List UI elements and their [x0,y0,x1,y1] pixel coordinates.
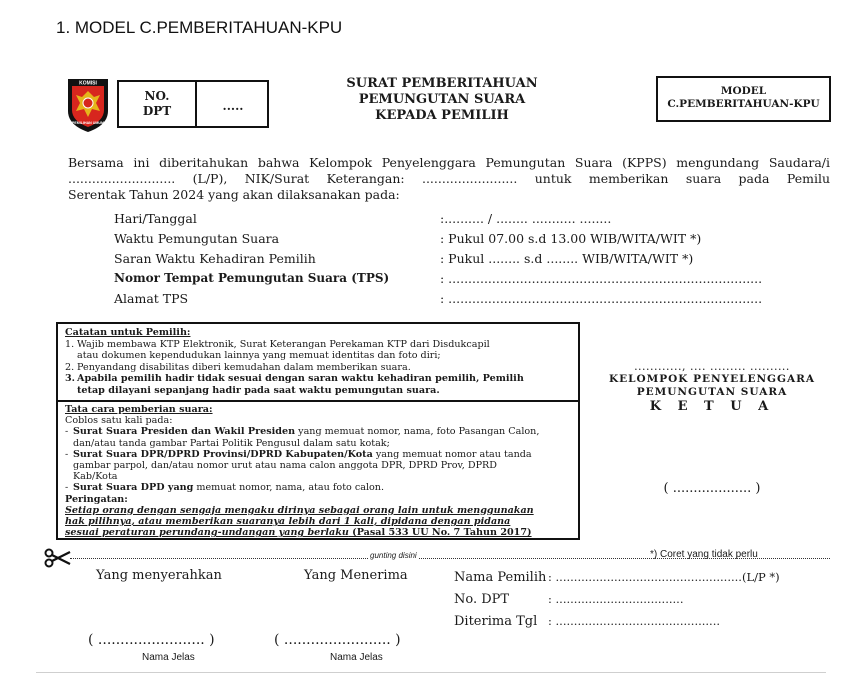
info-label: Waktu Pemungutan Suara [114,231,280,246]
nama-pemilih-value: : ...................................................(L/P *) [548,570,780,584]
ketua-signature-line: ( ................... ) [663,481,761,496]
signature-date: ............, .... ......... .......... [634,360,790,373]
coret-note: *) Coret yang tidak perlu [650,549,758,560]
tata-cara-intro: Coblos satu kali pada: [65,415,173,427]
info-value: : Pukul 07.00 s.d 13.00 WIB/WITA/WIT *) [440,231,702,246]
kelompok-line1: KELOMPOK PENYELENGGARA [608,373,816,385]
peringatan-text: Setiap orang dengan sengaja mengaku dirinya sebagai orang lain untuk menggunakan hak pilihnya, atau memberikan suaranya lebih dari 1 kali, dipidana dengan pidana sesuai peraturan perundang-undangan yang berlaku (Pasal 533 UU No. 7 Tahun 2017) [65,504,534,539]
tata-cara-title: Tata cara pemberian suara: [65,404,213,415]
signature-left: ( ........................ ) [88,632,215,648]
tata-cara-item: - Surat Suara Presiden dan Wakil Presiden yang memuat nomor, nama, foto Pasangan Calon, dan/atau tanda gambar Partai Politik Pengusul dalam satu kotak; [65,426,540,449]
info-label: Saran Waktu Kehadiran Pemilih [114,251,316,266]
intro-paragraph: Bersama ini diberitahukan bahwa Kelompok Penyelenggara Pemungutan Suara (KPPS) mengundang Saudara/i ........................... (L/P), NIK/Surat Keterangan: ........................ untuk memberikan suara pada Pemilu Serentak Tahun 2024 yang akan dilaksanakan pada: [68,155,830,202]
catatan-box [56,322,580,402]
catatan-item: 2. Penyandang disabilitas diberi kemudahan dalam memberikan suara. [65,361,411,373]
scissors-icon [44,547,72,569]
svg-text:PEMILIHAN UMUM: PEMILIHAN UMUM [72,121,104,125]
no-dpt-label: NO. DPT [142,89,172,118]
diterima-tgl-value: : ............................................. [548,614,721,628]
bottom-rule [36,672,826,673]
document-title: SURAT PEMBERITAHUAN PEMUNGUTAN SUARA KEPADA PEMILIH [346,76,538,123]
catatan-title: Catatan untuk Pemilih: [65,327,191,338]
tata-cara-item: - Surat Suara DPD yang memuat nomor, nama, atau foto calon. [65,482,385,494]
signature-right: ( ........................ ) [274,632,401,648]
page-heading: 1. MODEL C.PEMBERITAHUAN-KPU [56,18,343,37]
info-label: Alamat TPS [114,291,189,306]
yang-menyerahkan-label: Yang menyerahkan [96,568,222,583]
no-dpt-value: ..... [222,99,244,113]
kpu-emblem-icon [64,77,112,133]
info-value: :.......... / ........ ........... ........ [440,211,612,226]
kelompok-signature-block [592,360,832,413]
info-value: : Pukul ........ s.d ........ WIB/WITA/WIT *) [440,251,694,266]
cut-line [70,558,830,559]
info-value: : ............................................................................... [440,291,763,306]
no-dpt-slip-value: : ................................... [548,592,684,606]
nama-pemilih-label: Nama Pemilih [454,570,547,585]
tata-cara-item: - Surat Suara DPR/DPRD Provinsi/DPRD Kabupaten/Kota yang memuat nomor atau tanda gambar parpol, dan/atau nomor urut atau nama calon anggota DPR, DPRD Prov, DPRD Kab/Kota [65,448,532,483]
kelompok-line2: PEMUNGUTAN SUARA [636,386,788,398]
model-box: MODEL C.PEMBERITAHUAN-KPU [656,76,831,122]
tata-cara-box [56,402,580,540]
no-dpt-slip-label: No. DPT [454,592,510,607]
nama-jelas-right: Nama Jelas [330,652,383,663]
nama-jelas-left: Nama Jelas [142,652,195,663]
ketua-label: K E T U A [649,399,775,414]
svg-text:KOMISI: KOMISI [79,80,97,87]
diterima-tgl-label: Diterima Tgl [454,614,538,629]
info-value: : ............................................................................... [440,271,763,286]
cut-here-label: gunting disini [370,551,417,560]
yang-menerima-label: Yang Menerima [304,568,408,583]
peringatan-title: Peringatan: [65,493,128,505]
catatan-item: 3. Apabila pemilih hadir tidak sesuai dengan saran waktu kehadiran pemilih, Pemilih tetap dilayani sepanjang hadir pada saat waktu pemungutan suara. [65,373,524,396]
catatan-item: 1. Wajib membawa KTP Elektronik, Surat Keterangan Perekaman KTP dari Disdukcapil atau dokumen kependudukan lainnya yang memuat identitas dan foto diri; [65,338,490,361]
info-label: Nomor Tempat Pemungutan Suara (TPS) [114,271,390,285]
no-dpt-box [117,80,269,128]
info-label: Hari/Tanggal [114,211,197,226]
